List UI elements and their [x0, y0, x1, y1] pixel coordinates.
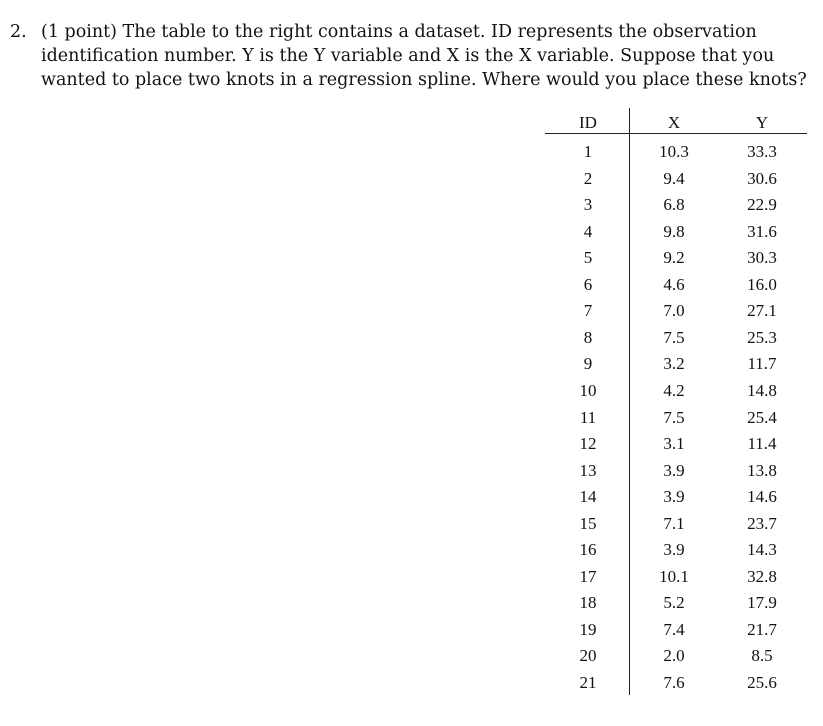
cell-id: 6	[583, 274, 593, 294]
cell-id: 10	[579, 380, 597, 400]
question-text: (1 point) The table to the right contains a dataset. ID represents the observation identification number. Y is the Y variable and X is the X variable. Suppose that you wanted to place two knots in a regression spline. Where would you place these knots?	[41, 22, 807, 90]
cell-y: 30.6	[747, 168, 777, 188]
cell-id: 12	[579, 434, 597, 454]
question-number: 2.	[10, 22, 27, 42]
table-row	[545, 670, 807, 696]
cell-id: 21	[579, 673, 597, 692]
cell-y: 22.9	[747, 195, 777, 215]
header-x: X	[667, 113, 681, 132]
cell-x: 2.0	[663, 646, 685, 666]
cell-id: 16	[579, 540, 597, 560]
table-row	[545, 219, 807, 245]
table-row	[545, 511, 807, 537]
cell-id: 8	[583, 327, 593, 347]
cell-x: 10.1	[659, 566, 689, 586]
cell-x: 10.3	[659, 142, 689, 161]
cell-id: 19	[579, 619, 597, 639]
cell-y: 25.4	[747, 407, 777, 427]
cell-id: 15	[579, 513, 597, 533]
cell-x: 7.1	[663, 513, 685, 533]
table-row	[545, 617, 807, 643]
cell-y: 14.6	[747, 487, 777, 507]
table-header-row	[545, 108, 807, 134]
table-row	[545, 272, 807, 298]
table-row	[545, 458, 807, 484]
cell-y: 30.3	[747, 248, 777, 268]
table-row	[545, 590, 807, 616]
cell-x: 7.0	[663, 301, 685, 321]
table-row	[545, 537, 807, 563]
cell-y: 25.3	[747, 327, 777, 347]
cell-y: 33.3	[747, 142, 777, 161]
cell-x: 4.6	[663, 274, 685, 294]
cell-y: 16.0	[747, 274, 777, 294]
cell-x: 7.6	[663, 673, 685, 692]
cell-x: 7.5	[663, 327, 685, 347]
cell-id: 7	[583, 301, 593, 321]
cell-y: 14.3	[747, 540, 777, 560]
cell-y: 31.6	[747, 221, 777, 241]
cell-y: 25.6	[747, 673, 777, 692]
cell-x: 4.2	[663, 380, 685, 400]
cell-id: 20	[579, 646, 597, 666]
cell-x: 9.8	[663, 221, 685, 241]
cell-x: 7.5	[663, 407, 685, 427]
header-id: ID	[579, 113, 597, 132]
cell-y: 8.5	[751, 646, 773, 666]
cell-id: 14	[579, 487, 597, 507]
cell-id: 2	[583, 168, 593, 188]
table-row	[545, 378, 807, 404]
table-row	[545, 192, 807, 218]
cell-x: 3.9	[663, 460, 685, 480]
table-row	[545, 484, 807, 510]
table-row	[545, 245, 807, 271]
cell-id: 9	[583, 354, 593, 374]
table-row	[545, 139, 807, 165]
cell-y: 14.8	[747, 380, 777, 400]
cell-x: 9.4	[663, 168, 685, 188]
cell-y: 27.1	[747, 301, 777, 321]
table-row	[545, 298, 807, 324]
cell-x: 6.8	[663, 195, 685, 215]
cell-id: 13	[579, 460, 597, 480]
cell-x: 9.2	[663, 248, 685, 268]
cell-x: 3.9	[663, 487, 685, 507]
cell-y: 11.7	[747, 354, 777, 374]
cell-x: 3.1	[663, 434, 685, 454]
cell-x: 3.2	[663, 354, 685, 374]
cell-y: 23.7	[747, 513, 777, 533]
table-row	[545, 564, 807, 590]
cell-y: 13.8	[747, 460, 777, 480]
cell-id: 5	[583, 248, 593, 268]
table-row	[545, 351, 807, 377]
cell-x: 7.4	[663, 619, 685, 639]
cell-id: 11	[579, 407, 597, 427]
cell-x: 3.9	[663, 540, 685, 560]
cell-x: 5.2	[663, 593, 685, 613]
cell-id: 18	[579, 593, 597, 613]
cell-y: 32.8	[747, 566, 777, 586]
cell-y: 17.9	[747, 593, 777, 613]
cell-id: 3	[583, 195, 593, 215]
table-row	[545, 405, 807, 431]
table-row	[545, 325, 807, 351]
cell-y: 11.4	[747, 434, 777, 454]
cell-y: 21.7	[747, 619, 777, 639]
table-row	[545, 431, 807, 457]
header-y: Y	[755, 113, 769, 132]
cell-id: 4	[583, 221, 593, 241]
cell-id: 1	[583, 142, 593, 161]
table-row	[545, 643, 807, 669]
table-row	[545, 166, 807, 192]
cell-id: 17	[579, 566, 597, 586]
